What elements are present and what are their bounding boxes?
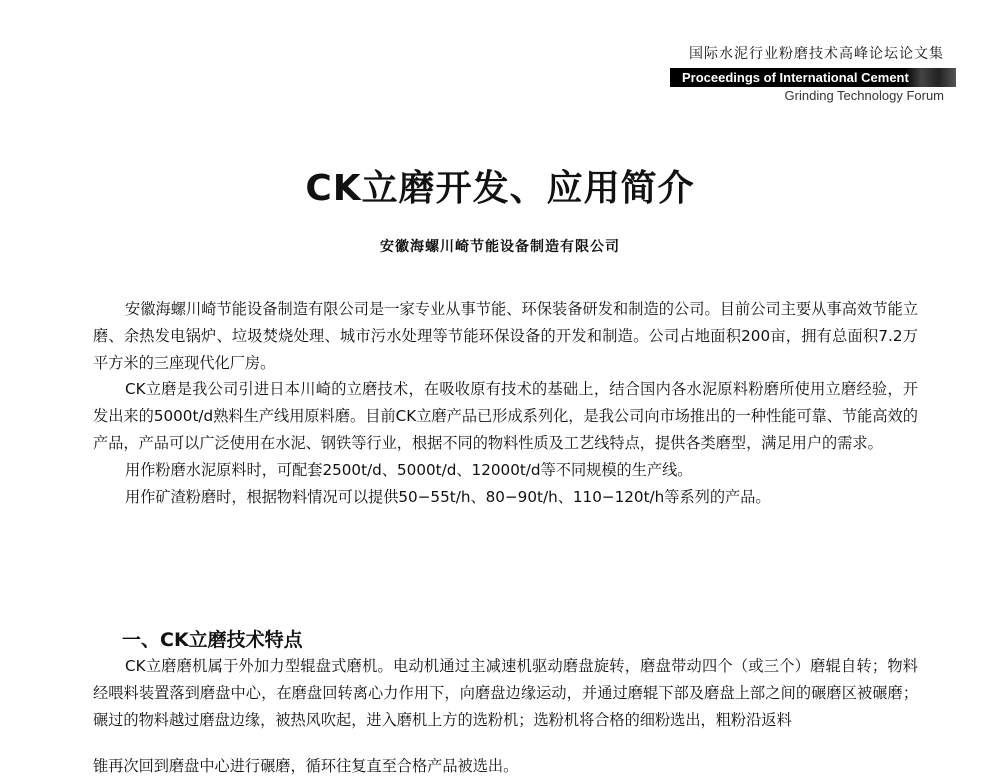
article-title: CK立磨开发、应用简介 — [305, 168, 695, 209]
section-heading-tech-features: 一、CK立磨技术特点 — [122, 629, 303, 651]
partial-text: 锥再次回到磨盘中心进行碾磨，循环往复直至合格产品被选出。 — [93, 757, 519, 775]
paragraph-ck-mill: CK立磨是我公司引进日本川崎的立磨技术，在吸收原有技术的基础上，结合国内各水泥原料粉磨所使用立磨经验，开发出来的5000t/d熟料生产线用原料磨。目前CK立磨产品已形成系列化，是我公司向市场推出的一种性能可靠、节能高效的产品，产品可以广泛使用在水泥、钢铁等行业，根据不同的物料性质及工艺线特点，提供各类磨型，满足用户的需求。 — [93, 380, 918, 452]
journal-title-en-bar: Proceedings of International Cement — [670, 68, 956, 87]
paragraph-cement-use: 用作粉磨水泥原料时，可配套2500t/d、5000t/d、12000t/d等不同规模的生产线。 — [125, 460, 693, 479]
partial-text-line — [93, 753, 918, 775]
journal-title-cn: 国际水泥行业粉磨技术高峰论坛论文集 — [689, 46, 944, 62]
section-body-tech-features — [93, 653, 918, 733]
paragraph-tech-features: CK立磨磨机属于外加力型辊盘式磨机。电动机通过主减速机驱动磨盘旋转，磨盘带动四个（或三个）磨辊自转；物料经喂料装置落到磨盘中心，在磨盘回转离心力作用下，向磨盘边缘运动，并通过磨辊下部及磨盘上部之间的碾磨区被碾磨；碾过的物料越过磨盘边缘，被热风吹起，进入磨机上方的选粉机；选粉机将合格的细粉选出，粗粉沿返料 — [93, 657, 918, 729]
journal-header — [670, 44, 956, 104]
paragraph-intro: 安徽海螺川崎节能设备制造有限公司是一家专业从事节能、环保装备研发和制造的公司。目前公司主要从事高效节能立磨、余热发电锅炉、垃圾焚烧处理、城市污水处理等节能环保设备的开发和制造。公司占地面积200亩，拥有总面积7.2万平方米的三座现代化厂房。 — [93, 300, 918, 372]
journal-title-en-sub: Grinding Technology Forum — [784, 88, 944, 103]
paragraph-slag-use: 用作矿渣粉磨时，根据物料情况可以提供50−55t/h、80−90t/h、110−120t/h等系列的产品。 — [125, 487, 771, 506]
article-body — [93, 296, 918, 510]
article-author-company: 安徽海螺川崎节能设备制造有限公司 — [380, 239, 620, 255]
